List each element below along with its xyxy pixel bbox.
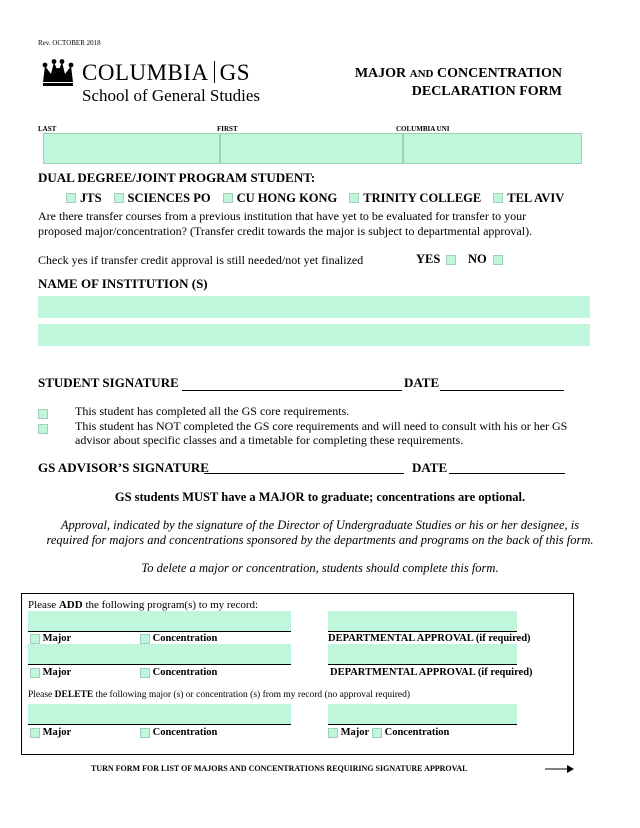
no-label: NO <box>468 252 487 266</box>
add-program-field-1[interactable] <box>28 611 291 632</box>
major-label: Major <box>42 727 72 738</box>
title-part: MAJOR <box>354 66 410 81</box>
dual-degree-heading: DUAL DEGREE/JOINT PROGRAM STUDENT: <box>38 170 316 185</box>
concentration-label: Concentration <box>152 727 218 738</box>
delete-note: To delete a major or concentration, students should complete this form. <box>141 561 499 575</box>
columbia-logo <box>40 58 76 93</box>
no-checkbox[interactable] <box>493 255 503 265</box>
major-label: Major <box>340 727 370 738</box>
core-not-completed-text: This student has NOT completed the GS core requirements and will need to consult with his or her GS advisor about specific classes and a timetable for completing these requirements. <box>75 419 568 447</box>
advisor-signature-label: GS ADVISOR’S SIGNATURE <box>38 460 209 475</box>
form-title <box>355 65 562 100</box>
delete-concentration-2 <box>372 727 449 738</box>
turn-form-note: TURN FORM FOR LIST OF MAJORS AND CONCENTRATIONS REQUIRING SIGNATURE APPROVAL <box>91 764 468 773</box>
delete-program-field-1[interactable] <box>28 704 291 725</box>
transfer-question: Are there transfer courses from a previous institution that have yet to be evaluated for transfer to your proposed major/concentration? (Transfer credit towards the major is subject to departmental approval). <box>38 209 533 238</box>
major-label: Major <box>42 667 72 678</box>
dual-degree-options <box>66 189 572 207</box>
add-concentration-2 <box>140 667 217 678</box>
concentration-label: Concentration <box>384 727 450 738</box>
last-label: LAST <box>38 125 57 133</box>
tel-aviv-checkbox[interactable] <box>493 193 503 203</box>
add-major-1 <box>30 633 71 644</box>
approval-note: Approval, indicated by the signature of the Director of Undergraduate Studies or his or her designee, is required for majors and concentrations sponsored by the departments and programs on the back of this form. <box>46 518 594 547</box>
uni-label: COLUMBIA UNI <box>396 125 450 133</box>
cu-hong-kong-label: CU HONG KONG <box>236 191 338 205</box>
add-concentration-1 <box>140 633 217 644</box>
dept-approval-label-2: DEPARTMENTAL APPROVAL (if required) <box>330 667 533 678</box>
institution-field-2[interactable] <box>38 324 590 346</box>
sciences-po-label: SCIENCES PO <box>127 191 211 205</box>
delete-major-1 <box>30 727 71 738</box>
trinity-college-checkbox[interactable] <box>349 193 359 203</box>
core-not-completed-checkbox[interactable] <box>38 420 48 438</box>
dept-approval-field-2[interactable] <box>328 644 517 665</box>
revision-note: Rev. OCTOBER 2018 <box>38 39 101 47</box>
concentration-label: Concentration <box>152 667 218 678</box>
delete-major-2 <box>328 727 369 738</box>
first-name-field[interactable] <box>220 133 403 164</box>
student-date-line[interactable] <box>440 375 564 391</box>
yes-label: YES <box>416 252 441 266</box>
arrow-right-icon <box>545 764 575 774</box>
yes-checkbox[interactable] <box>446 255 456 265</box>
institution-heading: NAME OF INSTITUTION (S) <box>38 276 208 291</box>
core-completed-text: This student has completed all the GS core requirements. <box>75 404 350 418</box>
add-program-field-2[interactable] <box>28 644 291 665</box>
yes-option <box>416 252 456 267</box>
logo-subtitle: School of General Studies <box>82 86 260 105</box>
logo-divider <box>214 61 215 83</box>
transfer-check-text: Check yes if transfer credit approval is still needed/not yet finalized <box>38 253 364 267</box>
logo-columbia: COLUMBIA <box>82 60 209 85</box>
advisor-date-label: DATE <box>412 460 448 475</box>
add-intro <box>28 599 258 611</box>
trinity-college-label: TRINITY COLLEGE <box>363 191 482 205</box>
jts-label: JTS <box>80 191 102 205</box>
logo-wordmark <box>82 60 250 86</box>
crown-icon <box>40 58 76 88</box>
tel-aviv-label: TEL AVIV <box>507 191 565 205</box>
student-signature-line[interactable] <box>182 375 402 391</box>
add-major-2 <box>30 667 71 678</box>
student-date-label: DATE <box>404 375 440 390</box>
dept-approval-label-1: DEPARTMENTAL APPROVAL (if required) <box>328 633 531 644</box>
must-major-note: GS students MUST have a MAJOR to graduate; concentrations are optional. <box>114 490 526 504</box>
delete-intro-text: Please <box>28 690 55 700</box>
delete-intro <box>28 690 410 700</box>
delete-concentration-1 <box>140 727 217 738</box>
student-signature-label: STUDENT SIGNATURE <box>38 375 179 390</box>
concentration-label: Concentration <box>152 633 218 644</box>
title-and: AND <box>409 68 434 80</box>
add-intro-text: Please <box>28 599 59 611</box>
columbia-uni-field[interactable] <box>403 133 582 164</box>
add-intro-bold: ADD <box>58 599 83 611</box>
delete-intro-bold: DELETE <box>54 690 94 700</box>
sciences-po-checkbox[interactable] <box>114 193 124 203</box>
title-part: CONCENTRATION <box>433 66 562 81</box>
title-line-2: DECLARATION FORM <box>411 84 562 99</box>
major-label: Major <box>42 633 72 644</box>
jts-checkbox[interactable] <box>66 193 76 203</box>
first-label: FIRST <box>217 125 238 133</box>
delete-intro-text: the following major (s) or concentration (s) from my record (no approval required) <box>93 690 411 700</box>
no-option <box>468 252 503 267</box>
advisor-signature-line[interactable] <box>204 458 404 474</box>
dept-approval-field-1[interactable] <box>328 611 517 632</box>
advisor-date-line[interactable] <box>449 458 565 474</box>
cu-hong-kong-checkbox[interactable] <box>223 193 233 203</box>
logo-gs: GS <box>219 60 251 85</box>
institution-field-1[interactable] <box>38 296 590 318</box>
last-name-field[interactable] <box>43 133 220 164</box>
delete-program-field-2[interactable] <box>328 704 517 725</box>
add-intro-text: the following program(s) to my record: <box>82 599 259 611</box>
